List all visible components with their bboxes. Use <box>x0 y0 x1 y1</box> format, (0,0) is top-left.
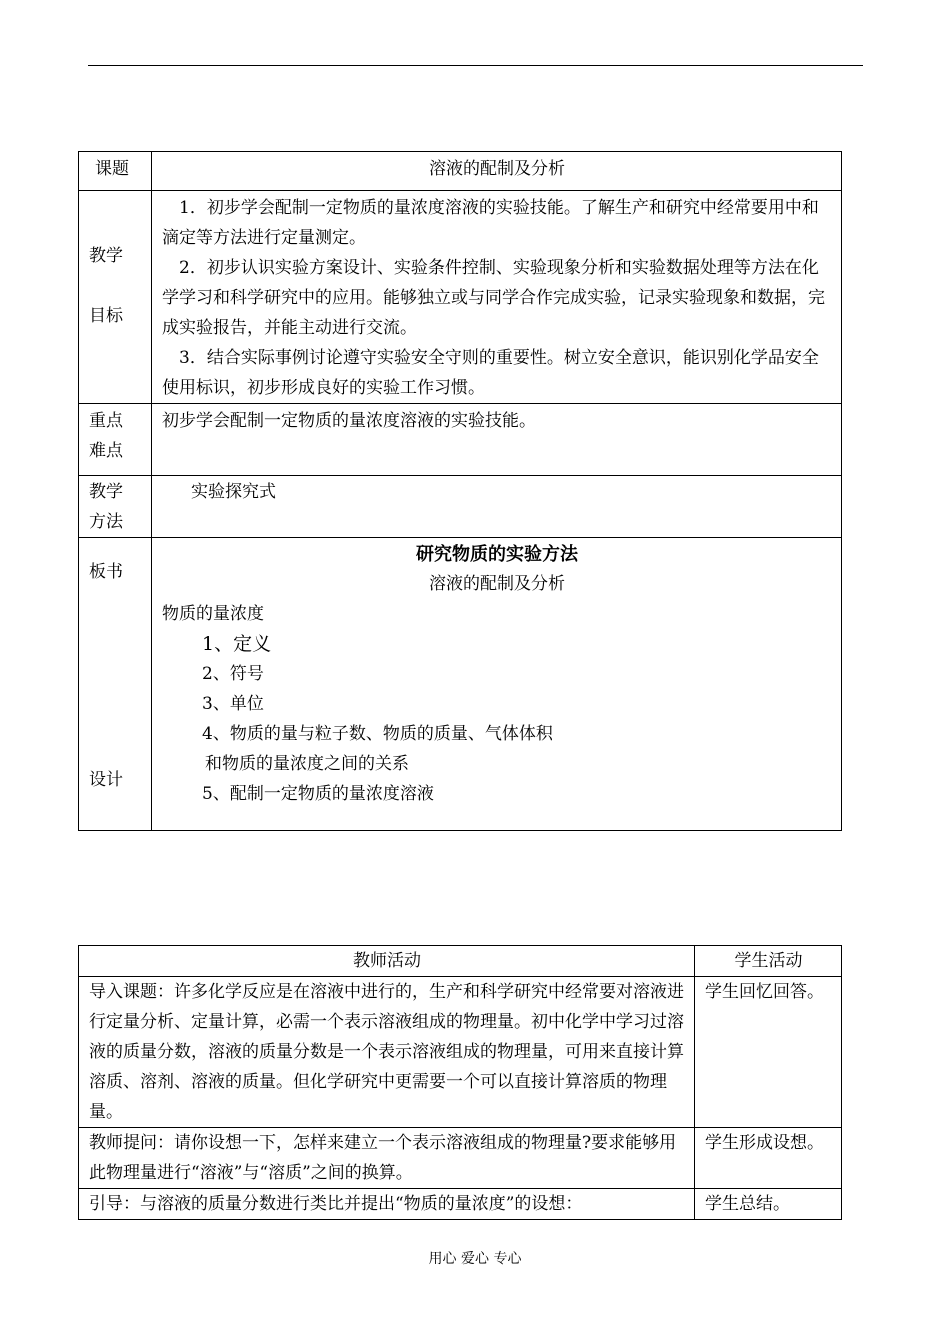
keypoints-value: 初步学会配制一定物质的量浓度溶液的实验技能。 <box>152 404 842 476</box>
activity-row-question <box>79 1128 842 1189</box>
board-label-2: 设计 <box>89 770 123 790</box>
board-item-relation: 4、物质的量与粒子数、物质的质量、气体体积 <box>202 724 553 744</box>
board-subtitle: 溶液的配制及分析 <box>429 574 565 594</box>
topic-value: 溶液的配制及分析 <box>152 152 842 191</box>
board-title: 研究物质的实验方法 <box>416 544 578 565</box>
keypoints-label-2: 难点 <box>89 441 123 461</box>
activity-row-intro <box>79 977 842 1128</box>
teacher-activity-guide: 引导：与溶液的质量分数进行类比并提出“物质的量浓度”的设想： <box>79 1189 695 1220</box>
board-item-symbol: 2、符号 <box>202 664 264 684</box>
board-item-preparation: 5、配制一定物质的量浓度溶液 <box>202 784 434 804</box>
teacher-activity-question: 教师提问：请你设想一下，怎样来建立一个表示溶液组成的物理量?要求能够用此物理量进行“溶液”与“溶质”之间的换算。 <box>79 1128 695 1189</box>
keypoints-row <box>79 404 842 476</box>
objective-2: 2．初步认识实验方案设计、实验条件控制、实验现象分析和实验数据处理等方法在化学学习和科学研究中的应用。能够独立或与同学合作完成实验，记录实验现象和数据，完成实验报告，并能主动进行交流。 <box>162 258 825 338</box>
lesson-plan-table <box>78 151 842 831</box>
student-activity-guide: 学生总结。 <box>695 1189 842 1220</box>
method-label-1: 教学 <box>89 482 123 502</box>
objectives-label-1: 教学 <box>89 246 123 266</box>
board-item-unit: 3、单位 <box>202 694 264 714</box>
student-activity-header: 学生活动 <box>695 946 842 977</box>
page-footer: 用心 爱心 专心 <box>428 1251 522 1267</box>
method-row <box>79 476 842 538</box>
activity-row-guide <box>79 1189 842 1220</box>
student-activity-intro: 学生回忆回答。 <box>695 977 842 1128</box>
method-label-2: 方法 <box>89 512 123 532</box>
board-row <box>79 538 842 831</box>
objectives-label-2: 目标 <box>89 306 123 326</box>
board-heading: 物质的量浓度 <box>162 604 264 624</box>
teacher-activity-header: 教师活动 <box>79 946 695 977</box>
board-cell <box>152 538 842 831</box>
board-item-definition: 1、定义 <box>202 633 272 655</box>
keypoints-label-cell <box>79 404 152 476</box>
objective-3: 3．结合实际事例讨论遵守实验安全守则的重要性。树立安全意识，能识别化学品安全使用标识，初步形成良好的实验工作习惯。 <box>162 348 819 398</box>
activity-table <box>78 945 842 1220</box>
objective-1: 1．初步学会配制一定物质的量浓度溶液的实验技能。了解生产和研究中经常要用中和滴定等方法进行定量测定。 <box>162 198 819 248</box>
student-activity-question: 学生形成设想。 <box>695 1128 842 1189</box>
method-label-cell <box>79 476 152 538</box>
activity-header-row <box>79 946 842 977</box>
objectives-row <box>79 191 842 404</box>
topic-label: 课题 <box>79 152 152 191</box>
keypoints-label-1: 重点 <box>89 411 123 431</box>
board-label-1: 板书 <box>89 562 123 582</box>
header-rule <box>88 65 863 66</box>
board-label-cell <box>79 538 152 831</box>
method-value: 实验探究式 <box>152 476 842 538</box>
teacher-activity-intro: 导入课题：许多化学反应是在溶液中进行的，生产和科学研究中经常要对溶液进行定量分析、定量计算，必需一个表示溶液组成的物理量。初中化学中学习过溶液的质量分数，溶液的质量分数是一个表示溶液组成的物理量，可用来直接计算溶质、溶剂、溶液的质量。但化学研究中更需要一个可以直接计算溶质的物理量。 <box>79 977 695 1128</box>
topic-row <box>79 152 842 191</box>
objectives-label-cell <box>79 191 152 404</box>
objectives-cell <box>152 191 842 404</box>
board-item-relation-cont: 和物质的量浓度之间的关系 <box>205 754 409 774</box>
